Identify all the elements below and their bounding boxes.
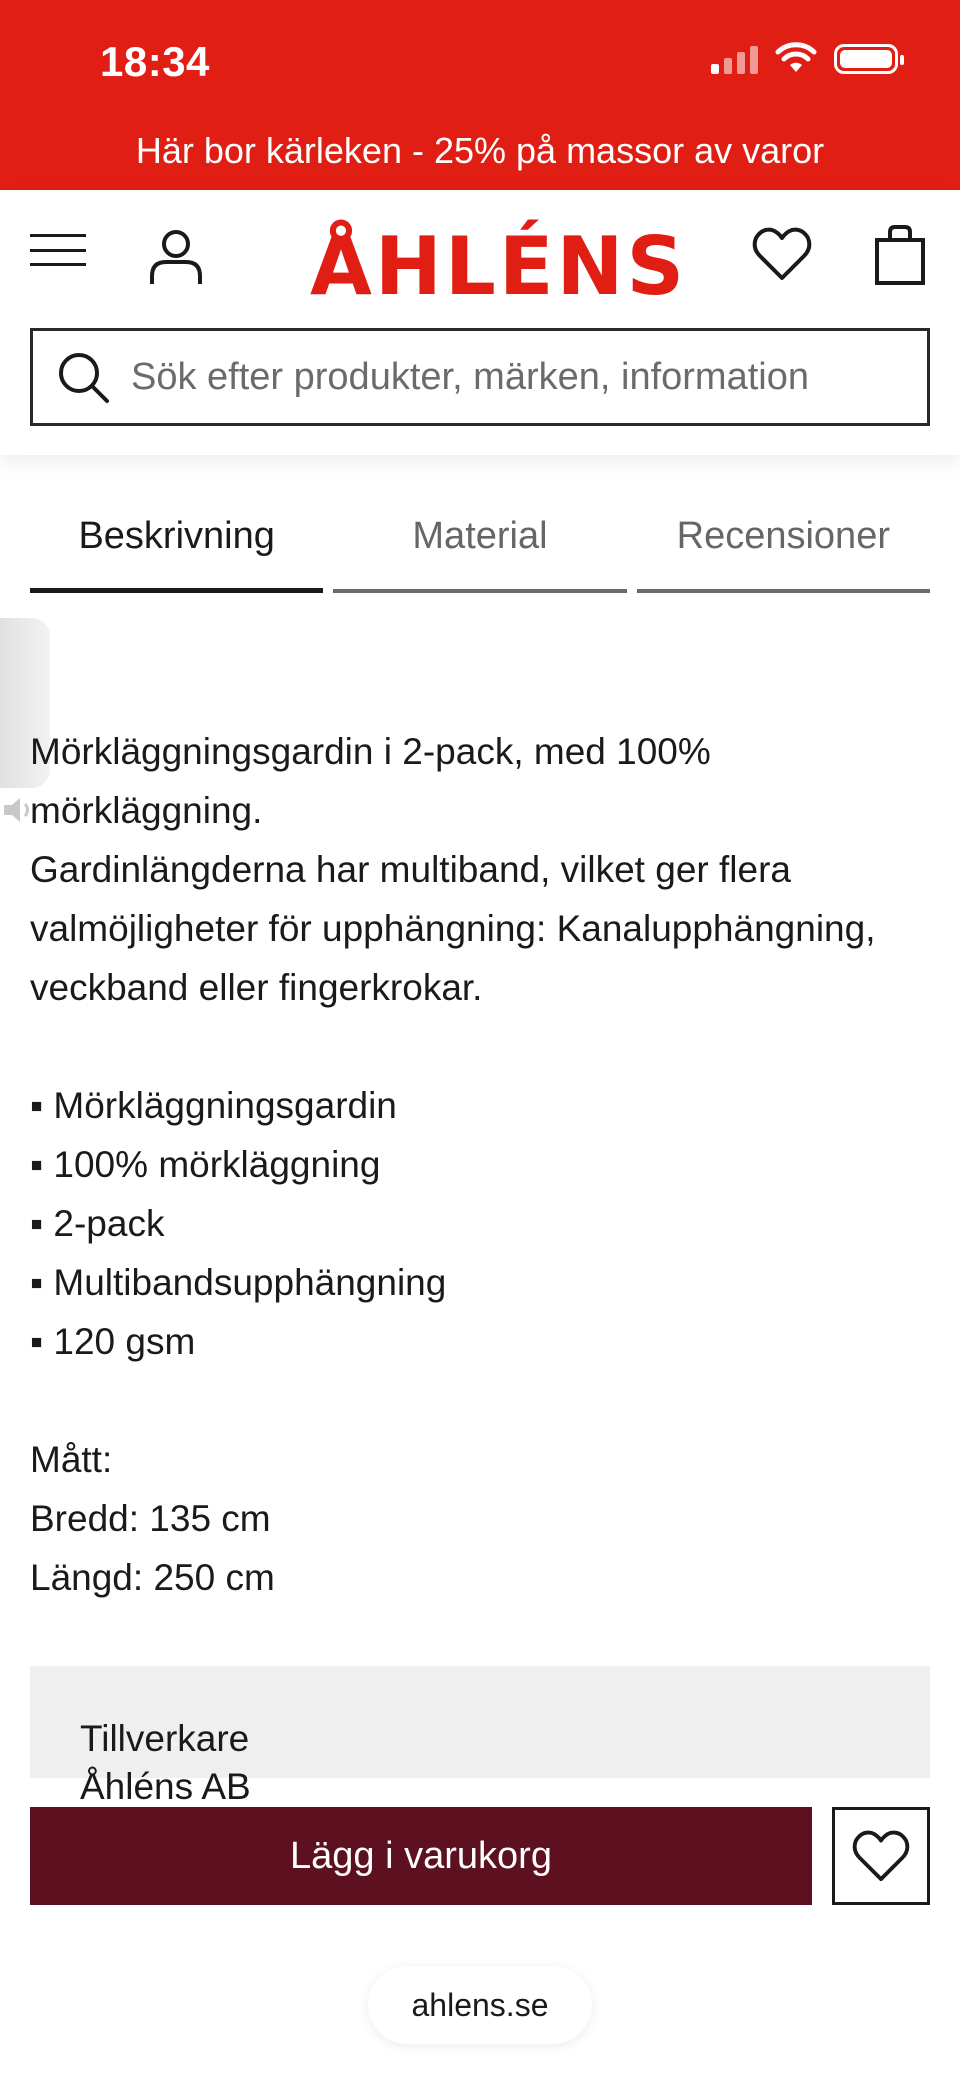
status-time: 18:34	[100, 38, 210, 85]
feature-bullet: ▪ Multibandsupphängning	[30, 1253, 940, 1312]
account-icon[interactable]	[148, 228, 204, 286]
manufacturer-name: Åhléns AB	[80, 1766, 251, 1807]
add-to-cart-button[interactable]: Lägg i varukorg	[30, 1807, 812, 1905]
search-bar[interactable]	[30, 328, 930, 426]
search-icon[interactable]	[55, 349, 111, 405]
tab-material[interactable]: Material	[333, 515, 626, 593]
wifi-icon	[776, 44, 816, 74]
add-to-wishlist-button[interactable]	[832, 1807, 930, 1905]
feature-bullet: ▪ 100% mörkläggning	[30, 1135, 940, 1194]
ahlens-logo[interactable]: ÅHLÉNS	[310, 220, 688, 313]
description-text: veckband eller fingerkrokar.	[30, 967, 483, 1008]
top-banner	[0, 0, 960, 190]
manufacturer-title: Tillverkare	[80, 1718, 250, 1759]
bag-icon[interactable]	[874, 224, 926, 286]
heart-icon	[852, 1829, 910, 1883]
menu-icon[interactable]	[30, 230, 86, 270]
browser-url[interactable]: ahlens.se	[368, 1966, 592, 2044]
feature-bullet: ▪ 120 gsm	[30, 1312, 940, 1371]
description-text: Mörkläggningsgardin i 2-pack, med 100%	[30, 731, 711, 772]
battery-icon	[834, 44, 898, 74]
measurement-length: Längd: 250 cm	[30, 1557, 275, 1598]
description-text: mörkläggning.	[30, 790, 263, 831]
description-text: valmöjligheter för upphängning: Kanalupphängning,	[30, 908, 876, 949]
promo-text[interactable]: Här bor kärleken - 25% på massor av varor	[135, 130, 825, 171]
measurements-title: Mått:	[30, 1439, 113, 1480]
heart-icon[interactable]	[752, 226, 812, 282]
tab-reviews[interactable]: Recensioner	[637, 515, 930, 593]
measurement-width: Bredd: 135 cm	[30, 1498, 271, 1539]
site-header	[0, 190, 960, 455]
feature-bullet: ▪ 2-pack	[30, 1194, 940, 1253]
status-icons	[711, 44, 898, 74]
tab-description[interactable]: Beskrivning	[30, 515, 323, 593]
feature-bullet: ▪ Mörkläggningsgardin	[30, 1076, 940, 1135]
search-input[interactable]	[131, 356, 911, 399]
signal-icon	[711, 44, 758, 74]
product-tabs	[30, 515, 930, 593]
description-text: Gardinlängderna har multiband, vilket ger flera	[30, 849, 791, 890]
product-description	[30, 722, 940, 1607]
manufacturer-box	[30, 1666, 930, 1807]
